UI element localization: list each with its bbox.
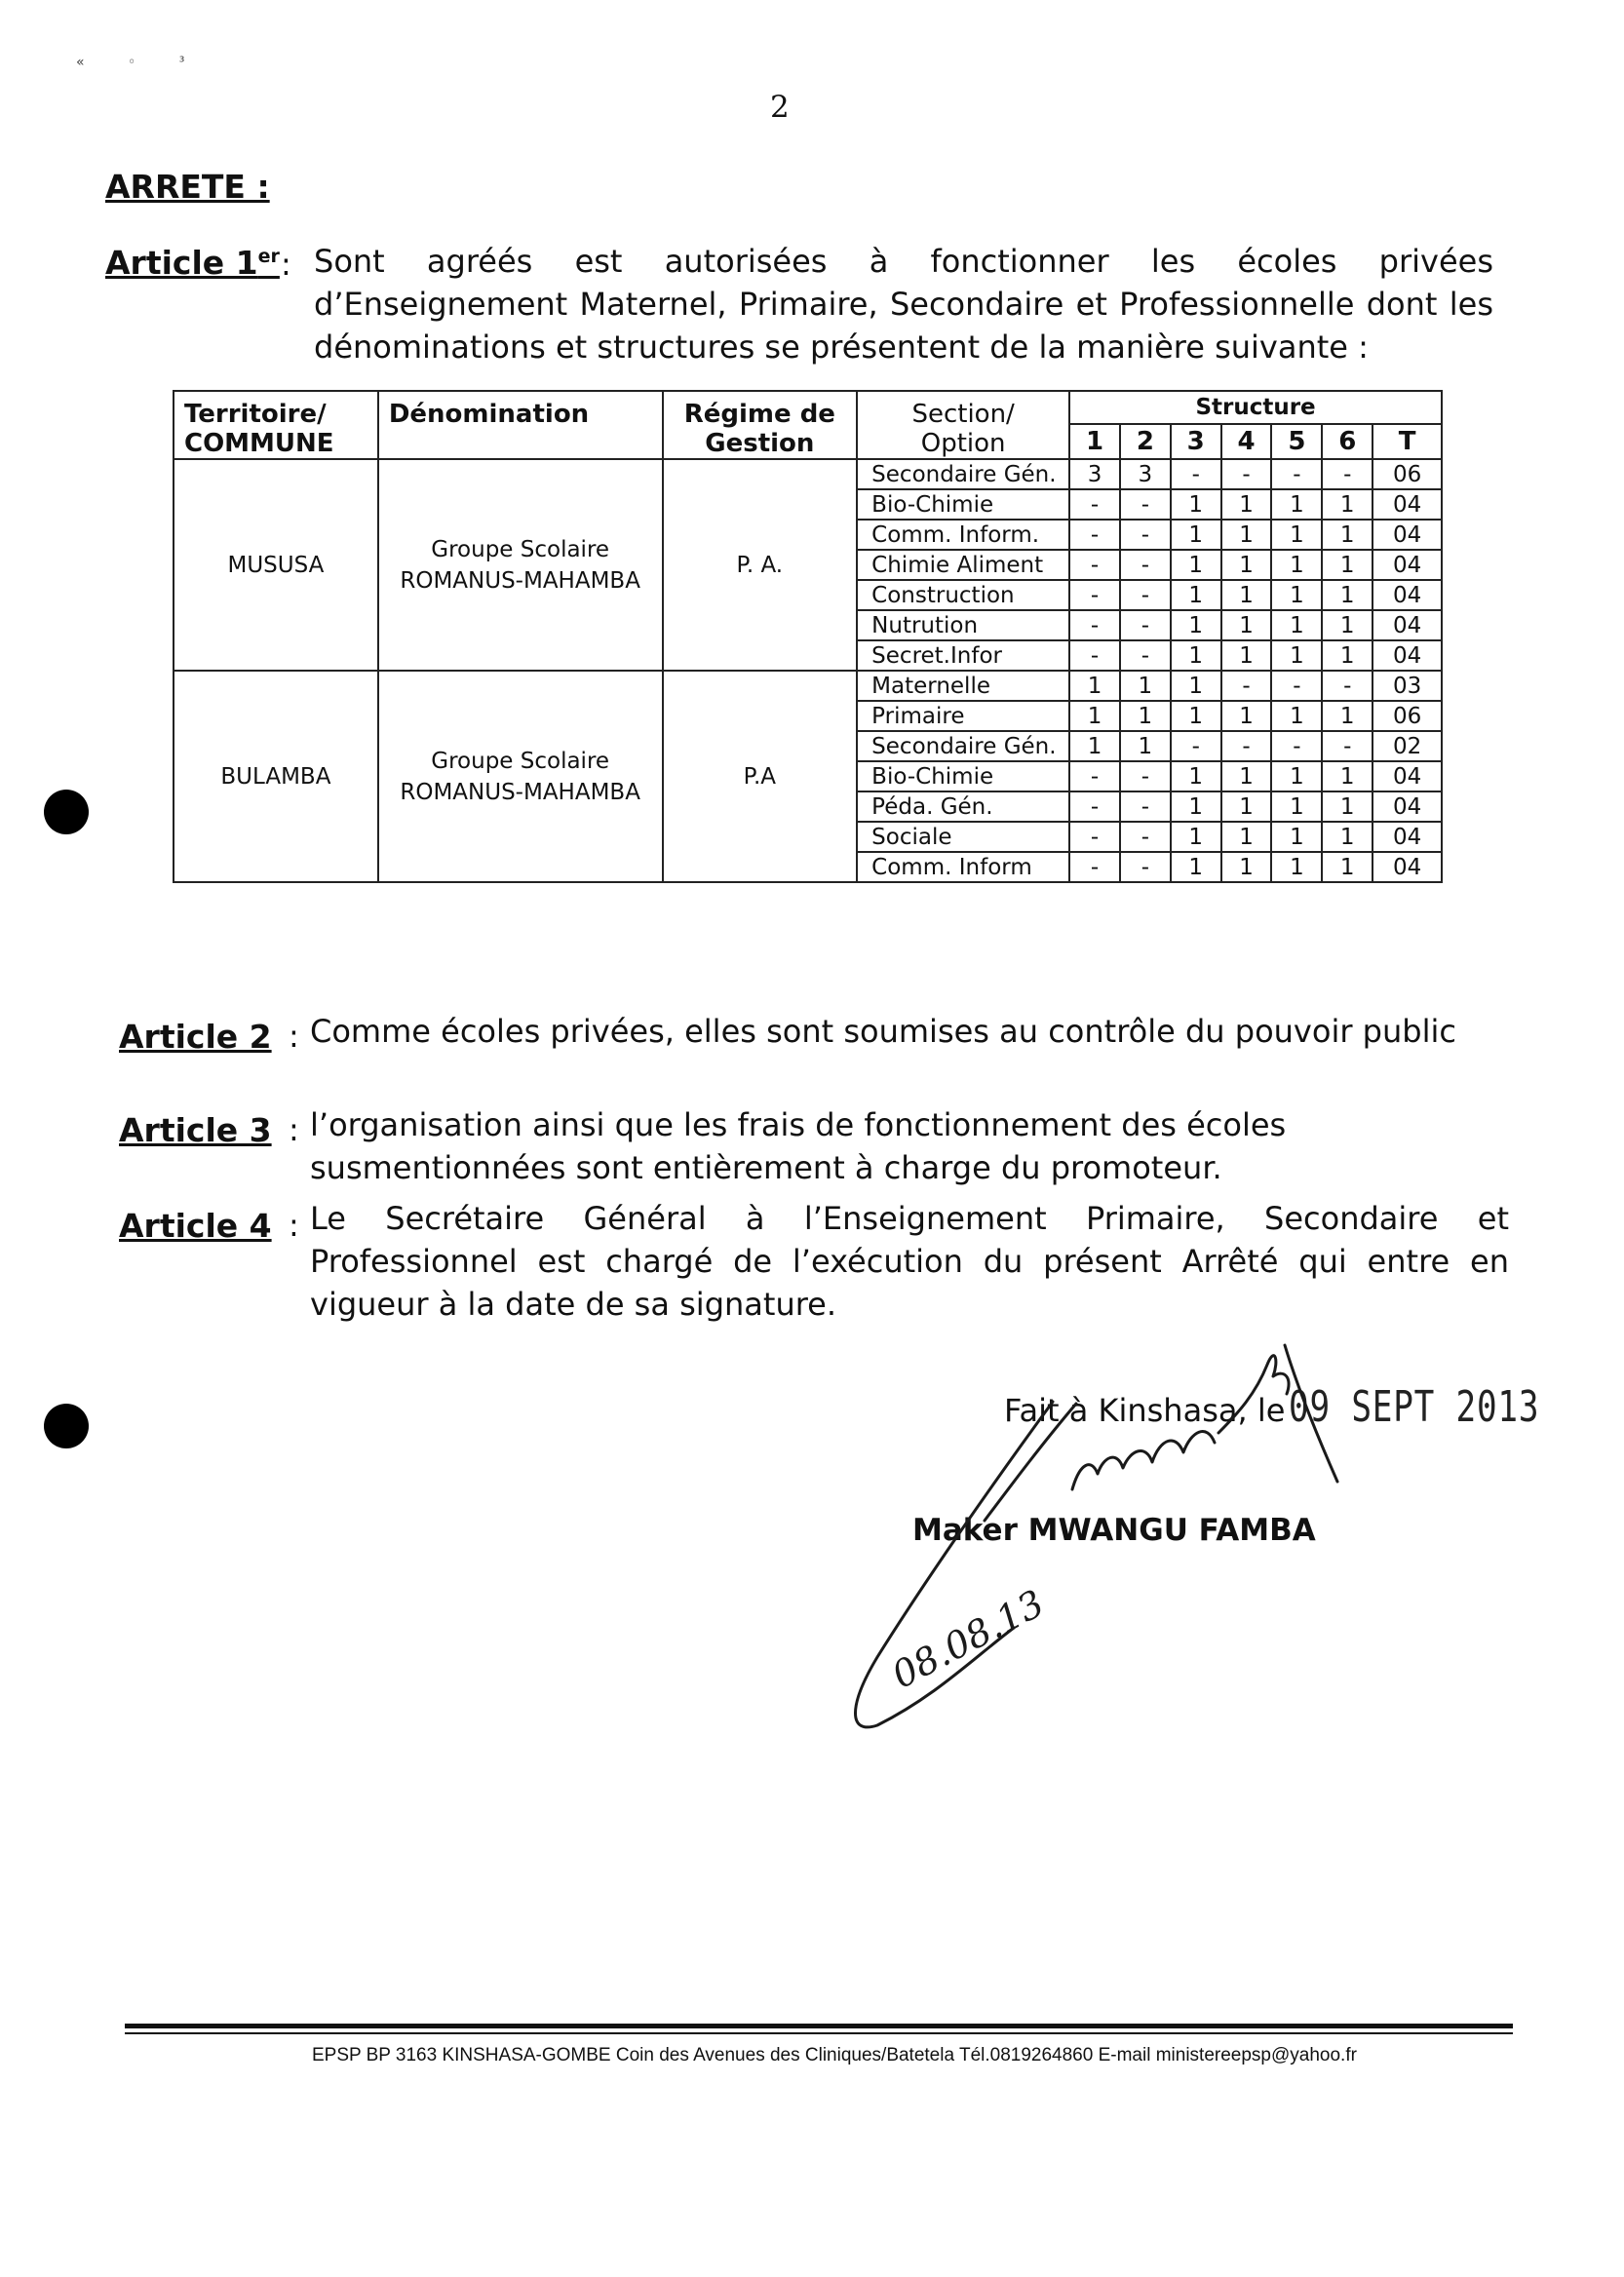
total-cell: 02	[1373, 731, 1442, 761]
territoire-cell: MUSUSA	[174, 459, 378, 671]
article-4-colon: :	[289, 1207, 299, 1244]
value-cell: 1	[1171, 580, 1221, 610]
value-cell: 1	[1322, 610, 1373, 640]
article-1-label-sup: er	[257, 246, 280, 267]
article-3-colon: :	[289, 1111, 299, 1148]
section-cell: Comm. Inform.	[857, 520, 1069, 550]
value-cell: 1	[1069, 701, 1120, 731]
regime-cell: P.A	[663, 671, 858, 882]
article-2-label: Article 2	[119, 1018, 272, 1056]
value-cell: 1	[1271, 640, 1322, 671]
header-col-total: T	[1373, 424, 1442, 459]
value-cell: -	[1069, 822, 1120, 852]
handwritten-date: 08.08.13	[885, 1581, 1052, 1697]
value-cell: 1	[1171, 852, 1221, 882]
value-cell: -	[1120, 520, 1171, 550]
section-cell: Secondaire Gén.	[857, 731, 1069, 761]
total-cell: 04	[1373, 550, 1442, 580]
value-cell: -	[1069, 610, 1120, 640]
value-cell: -	[1069, 761, 1120, 791]
value-cell: -	[1221, 459, 1272, 489]
value-cell: 1	[1271, 701, 1322, 731]
value-cell: 1	[1322, 520, 1373, 550]
section-cell: Péda. Gén.	[857, 791, 1069, 822]
value-cell: -	[1120, 761, 1171, 791]
header-section: Section/ Option	[857, 391, 1069, 459]
total-cell: 04	[1373, 580, 1442, 610]
article-1-label-text: Article 1	[105, 244, 258, 282]
value-cell: -	[1322, 731, 1373, 761]
article-4-label: Article 4	[119, 1207, 272, 1245]
total-cell: 04	[1373, 761, 1442, 791]
value-cell: 1	[1221, 701, 1272, 731]
value-cell: -	[1120, 610, 1171, 640]
value-cell: 1	[1069, 731, 1120, 761]
value-cell: 1	[1271, 822, 1322, 852]
value-cell: -	[1221, 671, 1272, 701]
section-cell: Comm. Inform	[857, 852, 1069, 882]
value-cell: -	[1322, 459, 1373, 489]
header-col-2: 2	[1120, 424, 1171, 459]
value-cell: -	[1221, 731, 1272, 761]
value-cell: 1	[1221, 610, 1272, 640]
value-cell: -	[1120, 791, 1171, 822]
total-cell: 03	[1373, 671, 1442, 701]
value-cell: 1	[1120, 671, 1171, 701]
article-3-text: l’organisation ainsi que les frais de fonctionnement des écoles susmentionnées sont entièrement à charge du promoteur.	[310, 1106, 1287, 1186]
regime-cell: P. A.	[663, 459, 858, 671]
value-cell: 1	[1221, 761, 1272, 791]
value-cell: -	[1069, 550, 1120, 580]
value-cell: 1	[1322, 550, 1373, 580]
footer-rule	[125, 2024, 1513, 2028]
value-cell: -	[1171, 731, 1221, 761]
value-cell: 1	[1271, 520, 1322, 550]
value-cell: -	[1069, 791, 1120, 822]
header-regime: Régime de Gestion	[663, 391, 858, 459]
value-cell: -	[1069, 640, 1120, 671]
header-col-1: 1	[1069, 424, 1120, 459]
value-cell: 1	[1171, 520, 1221, 550]
header-col-5: 5	[1271, 424, 1322, 459]
value-cell: 1	[1221, 520, 1272, 550]
footer-address: EPSP BP 3163 KINSHASA-GOMBE Coin des Avenues des Cliniques/Batetela Tél.0819264860 E-mail ministereepsp@yahoo.fr	[312, 2045, 1357, 2065]
value-cell: 1	[1120, 701, 1171, 731]
signer-name: Maker MWANGU FAMBA	[912, 1513, 1316, 1548]
value-cell: -	[1271, 459, 1322, 489]
stamped-date: 09 SEPT 2013	[1289, 1382, 1540, 1432]
page-number: 2	[770, 90, 790, 125]
header-col-3: 3	[1171, 424, 1221, 459]
value-cell: -	[1069, 489, 1120, 520]
value-cell: -	[1120, 580, 1171, 610]
total-cell: 04	[1373, 489, 1442, 520]
value-cell: 1	[1171, 489, 1221, 520]
value-cell: 1	[1221, 852, 1272, 882]
article-4-text: Le Secrétaire Général à l’Enseignement Primaire, Secondaire et Professionnel est chargé de l’exécution du présent Arrêté qui entre en vigueur à la date de sa signature.	[310, 1200, 1509, 1323]
value-cell: 1	[1221, 489, 1272, 520]
territoire-cell: BULAMBA	[174, 671, 378, 882]
article-1-text: Sont agréés est autorisées à fonctionner les écoles privées d’Enseignement Maternel, Primaire, Secondaire et Professionnelle dont les dénominations et structures se présentent de la manière suivante :	[314, 243, 1493, 366]
value-cell: 1	[1221, 550, 1272, 580]
section-cell: Primaire	[857, 701, 1069, 731]
scan-corner-marks: « ◦ ³	[76, 55, 205, 70]
section-cell: Maternelle	[857, 671, 1069, 701]
total-cell: 06	[1373, 459, 1442, 489]
value-cell: 1	[1171, 640, 1221, 671]
denomination-cell: Groupe Scolaire ROMANUS-MAHAMBA	[378, 459, 663, 671]
value-cell: -	[1120, 822, 1171, 852]
value-cell: -	[1271, 731, 1322, 761]
value-cell: -	[1271, 671, 1322, 701]
value-cell: 1	[1322, 761, 1373, 791]
value-cell: 1	[1120, 731, 1171, 761]
section-cell: Bio-Chimie	[857, 489, 1069, 520]
total-cell: 06	[1373, 701, 1442, 731]
article-1-colon: :	[281, 246, 291, 283]
value-cell: -	[1069, 580, 1120, 610]
section-cell: Secret.Infor	[857, 640, 1069, 671]
section-cell: Nutrution	[857, 610, 1069, 640]
value-cell: 1	[1221, 791, 1272, 822]
value-cell: 1	[1171, 701, 1221, 731]
header-col-6: 6	[1322, 424, 1373, 459]
value-cell: 1	[1322, 791, 1373, 822]
value-cell: 1	[1322, 640, 1373, 671]
total-cell: 04	[1373, 791, 1442, 822]
value-cell: 1	[1271, 550, 1322, 580]
header-denomination: Dénomination	[378, 391, 663, 459]
value-cell: 1	[1069, 671, 1120, 701]
value-cell: -	[1120, 550, 1171, 580]
section-cell: Sociale	[857, 822, 1069, 852]
total-cell: 04	[1373, 640, 1442, 671]
value-cell: -	[1120, 489, 1171, 520]
value-cell: 1	[1171, 610, 1221, 640]
value-cell: 3	[1069, 459, 1120, 489]
value-cell: 3	[1120, 459, 1171, 489]
value-cell: 1	[1171, 550, 1221, 580]
value-cell: 1	[1271, 761, 1322, 791]
header-col-4: 4	[1221, 424, 1272, 459]
value-cell: 1	[1322, 580, 1373, 610]
header-territoire: Territoire/ COMMUNE	[174, 391, 378, 459]
value-cell: -	[1322, 671, 1373, 701]
section-cell: Bio-Chimie	[857, 761, 1069, 791]
value-cell: 1	[1171, 671, 1221, 701]
section-cell: Construction	[857, 580, 1069, 610]
value-cell: 1	[1221, 580, 1272, 610]
total-cell: 04	[1373, 852, 1442, 882]
value-cell: 1	[1271, 610, 1322, 640]
value-cell: 1	[1171, 791, 1221, 822]
footer-rule-thin	[125, 2032, 1513, 2034]
section-cell: Chimie Aliment	[857, 550, 1069, 580]
value-cell: 1	[1271, 791, 1322, 822]
value-cell: -	[1171, 459, 1221, 489]
article-3-label: Article 3	[119, 1111, 272, 1149]
value-cell: 1	[1322, 822, 1373, 852]
value-cell: -	[1120, 852, 1171, 882]
value-cell: 1	[1221, 822, 1272, 852]
arrete-heading: ARRETE :	[105, 168, 270, 206]
value-cell: 1	[1322, 489, 1373, 520]
header-structure: Structure	[1069, 391, 1442, 424]
value-cell: 1	[1271, 489, 1322, 520]
total-cell: 04	[1373, 610, 1442, 640]
value-cell: 1	[1271, 852, 1322, 882]
value-cell: 1	[1171, 822, 1221, 852]
section-cell: Secondaire Gén.	[857, 459, 1069, 489]
value-cell: -	[1069, 520, 1120, 550]
article-2-text: Comme écoles privées, elles sont soumises au contrôle du pouvoir public	[310, 1013, 1456, 1050]
value-cell: -	[1120, 640, 1171, 671]
value-cell: 1	[1322, 701, 1373, 731]
article-2-colon: :	[289, 1018, 299, 1055]
place-date-label: Fait à Kinshasa, le	[1004, 1392, 1286, 1429]
value-cell: 1	[1271, 580, 1322, 610]
value-cell: 1	[1171, 761, 1221, 791]
value-cell: 1	[1322, 852, 1373, 882]
total-cell: 04	[1373, 822, 1442, 852]
value-cell: 1	[1221, 640, 1272, 671]
total-cell: 04	[1373, 520, 1442, 550]
denomination-cell: Groupe Scolaire ROMANUS-MAHAMBA	[378, 671, 663, 882]
value-cell: -	[1069, 852, 1120, 882]
